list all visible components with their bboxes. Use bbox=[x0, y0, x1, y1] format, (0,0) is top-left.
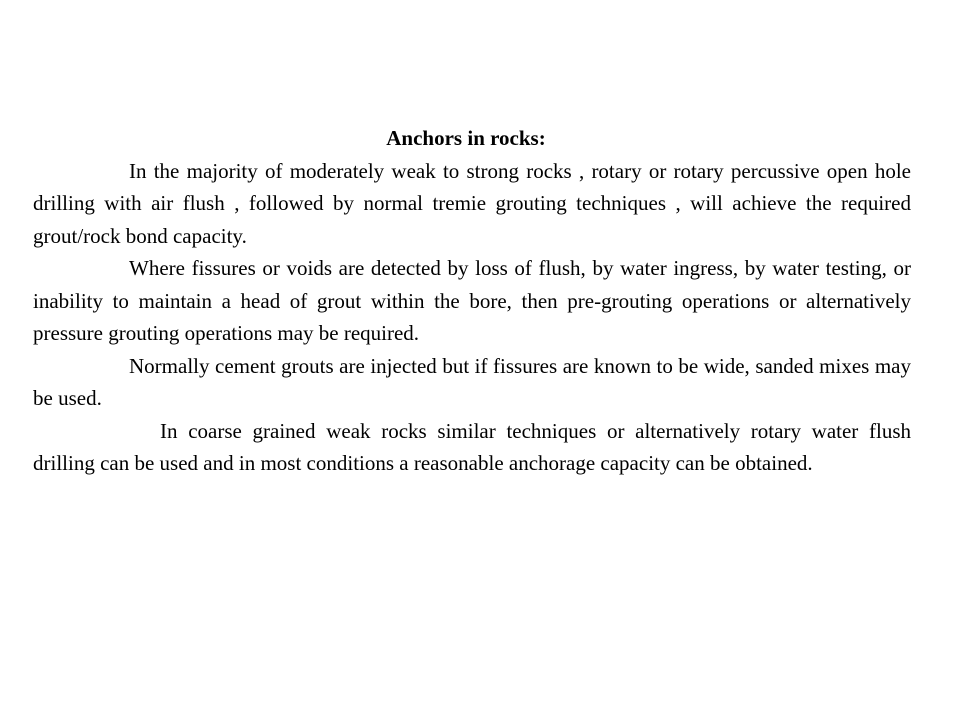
paragraph-coarse-grained-rocks: In coarse grained weak rocks similar techniques or alternatively rotary water flush drilling can be used and in most conditions a reasonable anchorage capacity can be obtained. bbox=[33, 418, 911, 475]
paragraph-fissures-voids: Where fissures or voids are detected by loss of flush, by water ingress, by water testing, or inability to maintain a head of grout within the bore, then pre-grouting operations or alternatively pressure grouting operations may be required. bbox=[33, 256, 911, 345]
document-body bbox=[33, 122, 911, 480]
paragraph-drilling-techniques: In the majority of moderately weak to strong rocks , rotary or rotary percussive open hole drilling with air flush , followed by normal tremie grouting techniques , will achieve the required grout/rock bond capacity. bbox=[33, 158, 911, 248]
document-title: Anchors in rocks: bbox=[386, 126, 546, 150]
paragraph-cement-grouts: Normally cement grouts are injected but if fissures are known to be wide, sanded mixes may be used. bbox=[33, 353, 911, 410]
